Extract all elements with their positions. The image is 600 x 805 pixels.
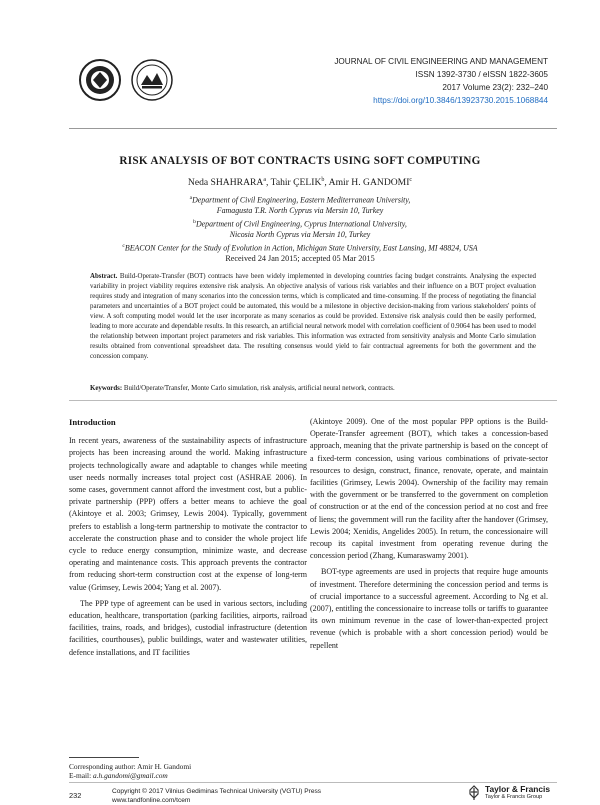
affiliation-sup: a xyxy=(189,195,193,201)
author-name: Amir H. GANDOMI xyxy=(328,177,410,189)
paragraph: BOT-type agreements are used in projects that require huge amounts of investment. Therefore determining the concession period and terms is of crucial importance to a successful agreement. According to Ng et al. (2007), entitling the concessionaire to increase tolls or tariffs to guarantee its own minimum revenue in the case of lower-than-expected project revenue (which is probable with a short concession period) would be repellent xyxy=(310,567,548,650)
keywords xyxy=(90,384,536,394)
paper-title: RISK ANALYSIS OF BOT CONTRACTS USING SOFT COMPUTING xyxy=(119,155,481,167)
affiliation-text: Department of Civil Engineering, Cyprus International University, xyxy=(195,219,407,229)
email-link[interactable]: a.h.gandomi@gmail.com xyxy=(93,771,168,781)
keywords-label: Keywords: xyxy=(90,385,123,392)
copyright-block xyxy=(112,788,321,805)
received-dates: Received 24 Jan 2015; accepted 05 Mar 2015 xyxy=(225,254,375,263)
copyright-text: Copyright © 2017 Vilnius Gediminas Technical University (VGTU) Press xyxy=(112,788,322,795)
affiliation-sup: b xyxy=(193,218,196,225)
vgtu-seal-icon xyxy=(78,58,122,102)
affiliation-sup: c xyxy=(122,242,125,249)
author-separator: , xyxy=(266,177,271,189)
footer-divider xyxy=(69,782,557,783)
page-number: 232 xyxy=(69,791,82,800)
corresponding-author-name: Corresponding author: Amir H. Gandomi xyxy=(69,762,192,771)
author-name: Neda SHAHRARA xyxy=(187,177,264,189)
keywords-text: Build/Operate/Transfer, Monte Carlo simulation, risk analysis, artificial neural network, contracts. xyxy=(123,385,395,392)
publisher-group: Taylor & Francis Group xyxy=(485,794,543,800)
body-column-left xyxy=(69,416,307,659)
affiliation-line xyxy=(0,241,600,254)
paragraph: (Akintoye 2009). One of the most popular PPP options is the Build-Operate-Transfer agreement (BOT), which takes a concession-based approach, meaning that the private partnership is based on the concept of a fixed-term concession, using various combinations of private-sector resources to design, construct, finance, renovate, operate, and maintain facilities (Grimsey, Lewis 2004). Ownership of the facility may remain with the government or be transferred to the government on completion of construction or at the end of the concession period at no cost and free of liens; the government will run the facility after the handover (Grimsey, Lewis 2004; Xenidis, Angelides 2005). In return, the concessionaire will recoup its capital investment from operating revenue during the concession period (Zhang, Kumaraswamy 2001). xyxy=(310,417,548,561)
corresponding-author xyxy=(69,762,191,781)
author-list xyxy=(0,177,600,188)
affiliation-line xyxy=(0,217,600,230)
paragraph: In recent years, awareness of the sustainability aspects of infrastructure projects has been increasing around the world. Making infrastructure projects technologically aware and adaptable to changes while meeting user needs normally increases total project cost (ASHRAE 2006). In some cases, government cannot afford the investment cost, but a public-private partnership (PPP) offers a better means to achieve the goal (Akintoye et al. 2003; Grimsey, Lewis 2004). Typically, government prefers to establish a long-term partnership to motivate the contractor to accelerate the construction phase and to consider the whole project life cycle to reduce energy consumption, minimize waste, and decrease operating and maintenance costs. This approach prevents the contractor from reducing short-term construction cost at the expense of long-term value (Grimsey, Lewis 2004; Yang et al. 2007). xyxy=(69,436,307,592)
abstract xyxy=(90,272,536,362)
doi-link[interactable]: https://doi.org/10.3846/13923730.2015.1068844 xyxy=(373,96,548,105)
abstract-divider xyxy=(69,400,557,401)
author-name: Tahir ÇELIK xyxy=(270,177,322,189)
publisher-logo xyxy=(466,785,550,801)
affiliation-text: Department of Civil Engineering, Eastern Mediterranean University, xyxy=(192,195,411,205)
affiliation-text: BEACON Center for the Study of Evolution in Action, Michigan State University, East Lansing, MI 48824, USA xyxy=(124,243,478,253)
journal-volume: 2017 Volume 23(2): 232–240 xyxy=(442,83,548,92)
taylor-francis-icon xyxy=(466,785,482,801)
journal-info xyxy=(334,55,548,107)
footnote-divider xyxy=(69,757,139,758)
body-column-right xyxy=(310,416,548,652)
author-sup: b xyxy=(321,177,325,183)
affiliation-line xyxy=(0,193,600,206)
author-separator: , xyxy=(324,177,329,189)
journal-badge-icon xyxy=(130,58,174,102)
publisher-name: Taylor & Francis xyxy=(485,784,551,794)
section-heading: Introduction xyxy=(69,417,116,427)
abstract-label: Abstract. xyxy=(90,273,118,280)
affiliation-line: Famagusta T.R. North Cyprus via Mersin 10, Turkey xyxy=(216,206,384,216)
email-label: E-mail: xyxy=(69,771,94,781)
affiliations xyxy=(0,193,600,254)
journal-issn: ISSN 1392-3730 / eISSN 1822-3605 xyxy=(415,70,548,79)
journal-name: JOURNAL OF CIVIL ENGINEERING AND MANAGEMENT xyxy=(334,57,548,66)
author-sup: a xyxy=(263,177,266,183)
website-link[interactable]: www.tandfonline.com/tcem xyxy=(112,796,191,804)
corresponding-email-line xyxy=(69,771,191,780)
paragraph: The PPP type of agreement can be used in various sectors, including education, healthcare, transportation (parking facilities, airports, railroad facilities, trains, roads, and bridges), custodial infrastructure (detention facilities, courthouses), public buildings, water and wastewater utilities, defence installations, and IT facilities xyxy=(69,598,307,657)
author-sup: c xyxy=(409,177,413,183)
abstract-text: Build-Operate-Transfer (BOT) contracts have been widely implemented in developing countries facing budget constraints. Analysing the expected variability in project viability requires extensive risk analysis. An objective analysis of various risk variables and their influence on a BOT project evaluation requires study and integration of many scenarios into the concession terms, which is complicated and time-consuming. If the process of negotiating the financial parameters and uncertainties of a BOT project could be automated, this would be a milestone in objective decision-making from various stakeholders' points of view. A soft computing model would let the user incorporate as many scenarios as could be provided. Extensive risk analysis could then be easily performed, leading to more accurate and dependable results. In this research, an artificial neural network model with correlation coefficient of 0.9064 has been used to model the relationship between important project parameters and risk variables. This information was extracted from sensitivity analysis and Monte Carlo simulation results obtained from conventional spreadsheet data. The resulting consensus would yield to fair contractual agreements for both the government and the concession company. xyxy=(90,273,536,360)
affiliation-line: Nicosia North Cyprus via Mersin 10, Turkey xyxy=(229,230,371,240)
header-divider xyxy=(69,128,557,129)
